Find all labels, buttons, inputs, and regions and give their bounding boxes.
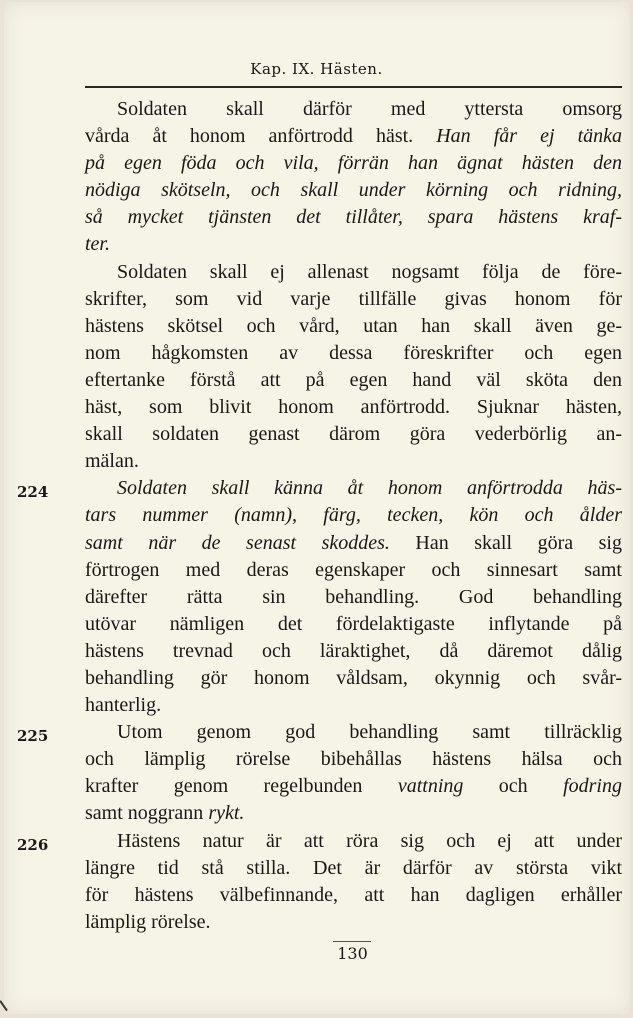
section-number: 225	[17, 727, 49, 746]
text: för hästens välbefinnande, att han dagligen erhåller	[85, 883, 622, 906]
text-line	[85, 286, 622, 313]
text-line	[85, 665, 622, 692]
text: därefter rätta sin behandling. God behandling	[85, 585, 622, 608]
italic-text: Soldaten skall känna åt honom anförtrodda häs-	[117, 477, 622, 500]
page-number: 130	[337, 944, 368, 963]
header-rule	[85, 86, 622, 88]
text: samt noggrann	[85, 802, 209, 825]
text-line	[85, 909, 622, 936]
text: skrifter, som vid varje tillfälle givas honom för	[85, 287, 622, 310]
text-line	[85, 313, 622, 340]
text-line	[85, 448, 622, 475]
text: häst, som blivit honom anförtrodd. Sjuknar hästen,	[85, 396, 622, 419]
text-line	[85, 367, 622, 394]
text-line	[85, 773, 622, 800]
text-line	[85, 204, 622, 231]
page-body	[17, 96, 622, 936]
text: nom hågkomsten av dessa föreskrifter och egen	[85, 341, 622, 364]
paragraph	[85, 259, 622, 476]
section-225	[17, 719, 622, 827]
text-line	[85, 150, 622, 177]
text: lämplig rörelse.	[85, 910, 211, 933]
text-line	[85, 692, 622, 719]
text-line	[85, 123, 622, 150]
text-line	[85, 882, 622, 909]
text: Han skall göra sig	[389, 531, 622, 554]
text: eftertanke förstå att på egen hand väl sköta den	[85, 368, 622, 391]
text-line	[85, 855, 622, 882]
italic-text: ter.	[85, 233, 110, 256]
text-line	[85, 719, 622, 746]
text: behandling gör honom våldsam, okynnig och svår-	[85, 666, 622, 689]
text: och	[463, 775, 564, 798]
text: förtrogen med deras egenskaper och sinnesart samt	[85, 558, 622, 581]
section-226	[17, 828, 622, 936]
text: hästens skötsel och vård, utan han skall även ge-	[85, 314, 622, 337]
text: Hästens natur är att röra sig och ej att under	[117, 829, 622, 852]
text: hästens trevnad och läraktighet, då däremot dålig	[85, 639, 622, 662]
text: och lämplig rörelse bibehållas hästens hälsa och	[85, 748, 622, 771]
text-line	[85, 475, 622, 502]
text-line	[85, 421, 622, 448]
text-line	[85, 584, 622, 611]
text-line	[85, 340, 622, 367]
section-number: 224	[17, 483, 49, 502]
text-line	[85, 502, 622, 529]
running-header: Kap. IX. Hästen.	[250, 60, 383, 78]
text: Soldaten skall därför med yttersta omsorg	[117, 98, 622, 120]
text: Utom genom god behandling samt tillräcklig	[117, 721, 622, 744]
text-line	[85, 828, 622, 855]
text: längre tid stå stilla. Det är därför av största vikt	[85, 856, 622, 879]
footer-rule	[333, 941, 371, 942]
italic-text: på egen föda och vila, förrän han ägnat hästen den	[85, 152, 622, 175]
text: hanterlig.	[85, 694, 162, 717]
text-line	[85, 746, 622, 773]
text-line	[85, 557, 622, 584]
italic-text: samt när de senast skoddes.	[85, 531, 390, 554]
text: krafter genom regelbunden	[85, 775, 398, 798]
section-number: 226	[17, 835, 49, 854]
text: skall soldaten genast därom göra vederbörlig an-	[85, 423, 622, 446]
italic-text: fodring	[563, 775, 622, 798]
text-line	[85, 177, 622, 204]
italic-text: tars nummer (namn), färg, tecken, kön och ålder	[85, 504, 622, 527]
text-line	[85, 611, 622, 638]
text-line	[85, 800, 622, 827]
text-line	[85, 530, 622, 557]
text: Soldaten skall ej allenast nogsamt följa de före-	[117, 260, 622, 283]
paragraph	[85, 96, 622, 259]
italic-text: Han får ej tänka	[436, 125, 622, 148]
text: utövar nämligen det fördelaktigaste inflytande på	[85, 612, 622, 635]
italic-text: och skall under körning och ridning,	[251, 179, 622, 202]
text-line	[85, 231, 622, 258]
text: vårda åt honom anförtrodd häst.	[85, 125, 437, 148]
text-line	[85, 394, 622, 421]
text-line	[85, 96, 622, 123]
text: mälan.	[85, 450, 139, 473]
italic-text: rykt.	[208, 802, 245, 825]
italic-text: vattning	[397, 775, 464, 798]
text-line	[85, 259, 622, 286]
italic-text: så mycket tjänsten det tillåter, spara hästens kraf-	[85, 206, 622, 229]
section-224	[17, 475, 622, 719]
text-line	[85, 638, 622, 665]
italic-text: nödiga skötseln,	[85, 179, 252, 202]
